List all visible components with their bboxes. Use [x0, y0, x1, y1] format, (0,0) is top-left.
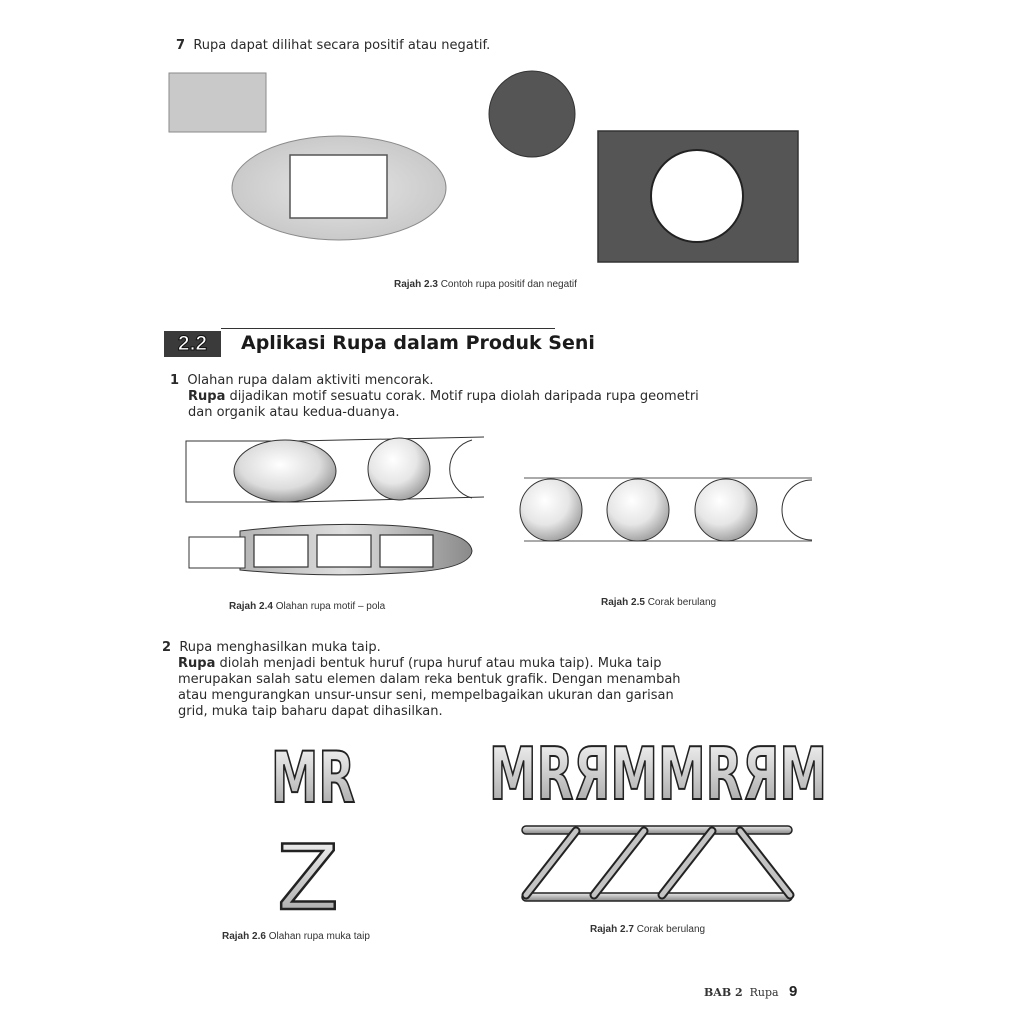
footer-topic: Rupa	[749, 986, 779, 999]
repeating-spheres-pattern	[520, 478, 812, 541]
sphere-motif	[695, 479, 757, 541]
item-bold-term: Rupa	[178, 656, 216, 671]
item-number: 1	[170, 373, 180, 388]
item-number: 7	[176, 38, 186, 53]
item-text: Rupa dapat dilihat secara positif atau negatif.	[193, 38, 491, 53]
dark-circle-shape	[489, 71, 575, 157]
caption-text: Corak berulang	[647, 597, 717, 608]
typeface-pattern-mr: MRЯMMRЯM	[489, 732, 827, 816]
caption-text: Contoh rupa positif dan negatif	[440, 279, 577, 290]
caption-label: Rajah 2.5	[601, 597, 645, 608]
caption-label: Rajah 2.3	[394, 279, 438, 290]
item-line: dan organik atau kedua-duanya.	[188, 405, 400, 420]
item-line: grid, muka taip baharu dapat dihasilkan.	[178, 704, 443, 719]
item-2	[162, 640, 702, 720]
caption-label: Rajah 2.6	[222, 931, 266, 942]
typeface-mr: MR	[271, 737, 355, 819]
item-line: dijadikan motif sesuatu corak. Motif rupa diolah daripada rupa geometri	[229, 389, 699, 404]
item-line: atau mengurangkan unsur-unsur seni, mempelbagaikan ukuran dan garisan	[178, 688, 674, 703]
caption-2-3	[394, 279, 577, 290]
caption-text: Olahan rupa muka taip	[268, 931, 370, 942]
caption-2-5	[601, 597, 716, 608]
page-footer	[704, 986, 779, 999]
caption-2-4	[229, 601, 385, 612]
caption-label: Rajah 2.4	[229, 601, 273, 612]
page-number: 9	[789, 983, 798, 1000]
figure-2-4-2-5	[0, 420, 1024, 600]
caption-text: Olahan rupa motif – pola	[275, 601, 386, 612]
item-line: merupakan salah satu elemen dalam reka bentuk grafik. Dengan menambah	[178, 672, 681, 687]
light-rectangle-shape	[169, 73, 266, 132]
item-1	[170, 373, 699, 421]
caption-label: Rajah 2.7	[590, 924, 634, 935]
negative-circle-hole	[651, 150, 743, 242]
sphere-motif	[368, 438, 430, 500]
section-rule	[221, 328, 555, 329]
caption-2-7	[590, 924, 705, 935]
item-number: 2	[162, 640, 172, 655]
item-line: Olahan rupa dalam aktiviti mencorak.	[187, 373, 434, 388]
typeface-z: Z	[277, 826, 339, 930]
negative-rectangle-hole	[290, 155, 387, 218]
square-motif	[317, 535, 371, 567]
item-bold-term: Rupa	[188, 389, 226, 404]
motif-row-top	[186, 437, 484, 502]
figure-2-3	[0, 0, 1024, 300]
sphere-motif	[520, 479, 582, 541]
oval-motif	[234, 440, 336, 502]
footer-chapter: BAB 2	[704, 986, 743, 999]
item-line: Rupa menghasilkan muka taip.	[179, 640, 381, 655]
motif-row-bottom	[189, 524, 472, 575]
square-motif	[380, 535, 433, 567]
caption-2-6	[222, 931, 370, 942]
square-motif	[254, 535, 308, 567]
half-circle-motif	[782, 480, 812, 540]
section-title: Aplikasi Rupa dalam Produk Seni	[241, 332, 595, 354]
item-line: diolah menjadi bentuk huruf (rupa huruf atau muka taip). Muka taip	[219, 656, 662, 671]
section-number: 2.2	[177, 332, 208, 355]
half-circle-motif	[450, 440, 472, 498]
sphere-motif	[607, 479, 669, 541]
repeating-z-pattern	[522, 826, 792, 901]
figure-2-6-2-7	[0, 730, 1024, 930]
caption-text: Corak berulang	[636, 924, 706, 935]
